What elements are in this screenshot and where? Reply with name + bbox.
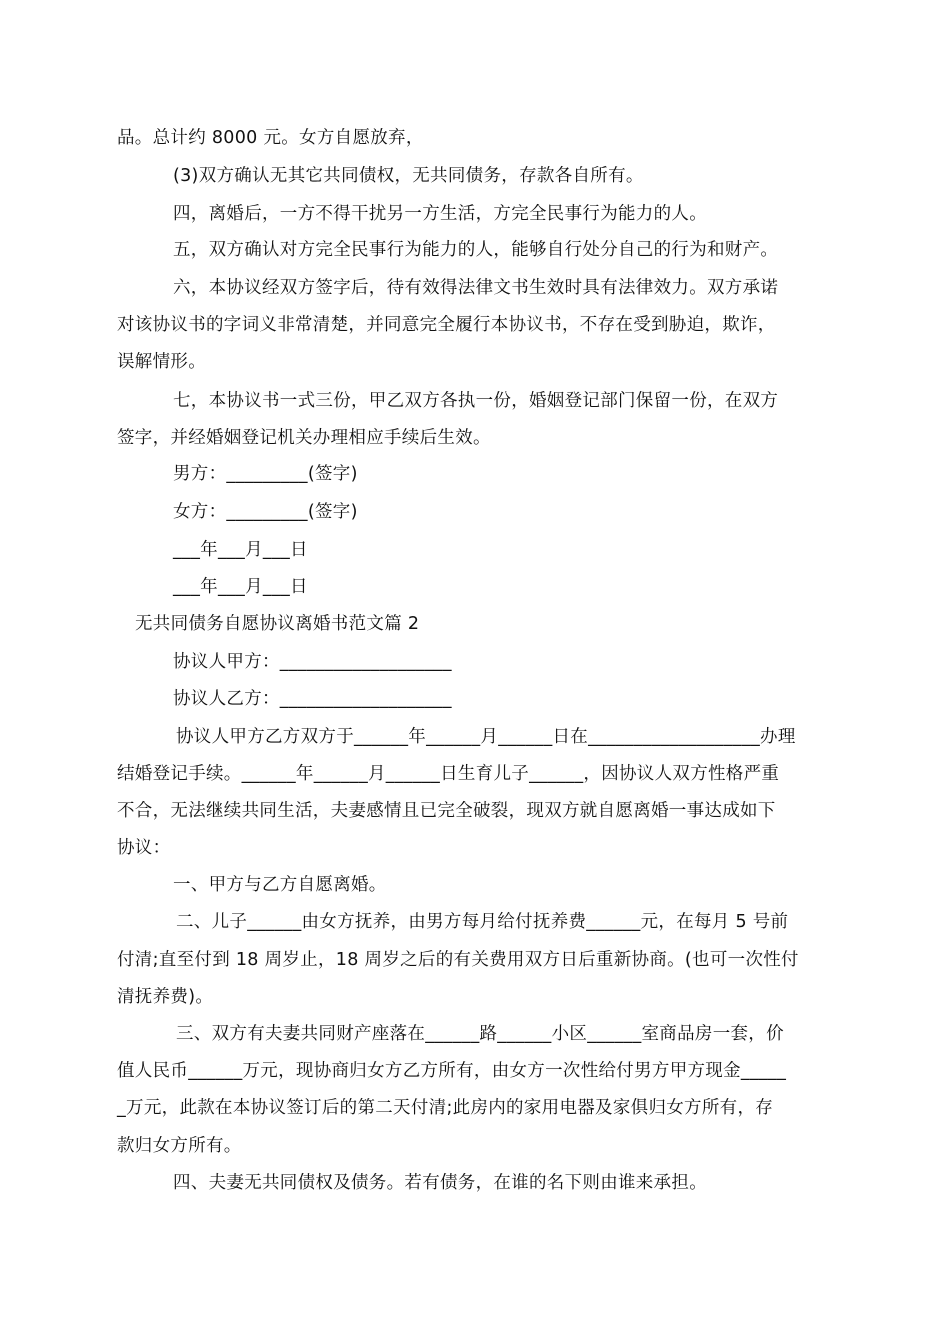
paragraph-line: 四，离婚后，一方不得干扰另一方生活，方完全民事行为能力的人。: [173, 204, 707, 224]
paragraph-line: 一、甲方与乙方自愿离婚。: [173, 875, 387, 895]
paragraph-line: 品。总计约 8000 元。女方自愿放弃，: [117, 128, 424, 148]
paragraph-line: _万元，此款在本协议签订后的第二天付清;此房内的家用电器及家俱归女方所有，存: [117, 1098, 774, 1118]
paragraph-line: 不合，无法继续共同生活，夫妻感情且已完全破裂，现双方就自愿离婚一事达成如下: [117, 801, 776, 821]
paragraph-line: 清抚养费)。: [117, 987, 214, 1007]
paragraph-line: 三、双方有夫妻共同财产座落在______路______小区______室商品房一套，价: [176, 1024, 784, 1044]
paragraph-line: 款归女方所有。: [117, 1136, 242, 1156]
signature-line-male: 男方：_________(签字): [173, 464, 358, 484]
date-line: ___年___月___日: [173, 577, 308, 597]
paragraph-line: (3)双方确认无其它共同债权，无共同债务，存款各自所有。: [173, 166, 644, 186]
paragraph-line: 签字，并经婚姻登记机关办理相应手续后生效。: [117, 428, 491, 448]
party-a-line: 协议人甲方：___________________: [173, 652, 452, 672]
paragraph-line: 值人民币______万元，现协商归女方乙方所有，由女方一次性给付男方甲方现金_____: [117, 1061, 787, 1081]
paragraph-line: 六，本协议经双方签字后，待有效得法律文书生效时具有法律效力。双方承诺: [173, 278, 779, 298]
section-title: 无共同债务自愿协议离婚书范文篇 2: [135, 614, 420, 634]
paragraph-line: 结婚登记手续。______年______月______日生育儿子______，因协议人双方性格严重: [117, 764, 780, 784]
paragraph-line: 对该协议书的字词义非常清楚，并同意完全履行本协议书，不存在受到胁迫，欺诈，: [117, 315, 776, 335]
paragraph-line: 协议：: [117, 838, 171, 858]
paragraph-line: 二、儿子______由女方抚养，由男方每月给付抚养费______元，在每月 5 号前: [176, 912, 789, 932]
signature-line-female: 女方：_________(签字): [173, 502, 358, 522]
paragraph-line: 七，本协议书一式三份，甲乙双方各执一份，婚姻登记部门保留一份，在双方: [173, 391, 779, 411]
paragraph-line: 四、夫妻无共同债权及债务。若有债务，在谁的名下则由谁来承担。: [173, 1173, 707, 1193]
paragraph-line: 付清;直至付到 18 周岁止，18 周岁之后的有关费用双方日后重新协商。(也可一次性付: [117, 950, 799, 970]
date-line: ___年___月___日: [173, 540, 308, 560]
paragraph-line: 误解情形。: [117, 352, 206, 372]
party-b-line: 协议人乙方：___________________: [173, 689, 452, 709]
paragraph-line: 协议人甲方乙方双方于______年______月______日在___________________办理: [176, 727, 796, 747]
paragraph-line: 五，双方确认对方完全民事行为能力的人，能够自行处分自己的行为和财产。: [173, 240, 779, 260]
